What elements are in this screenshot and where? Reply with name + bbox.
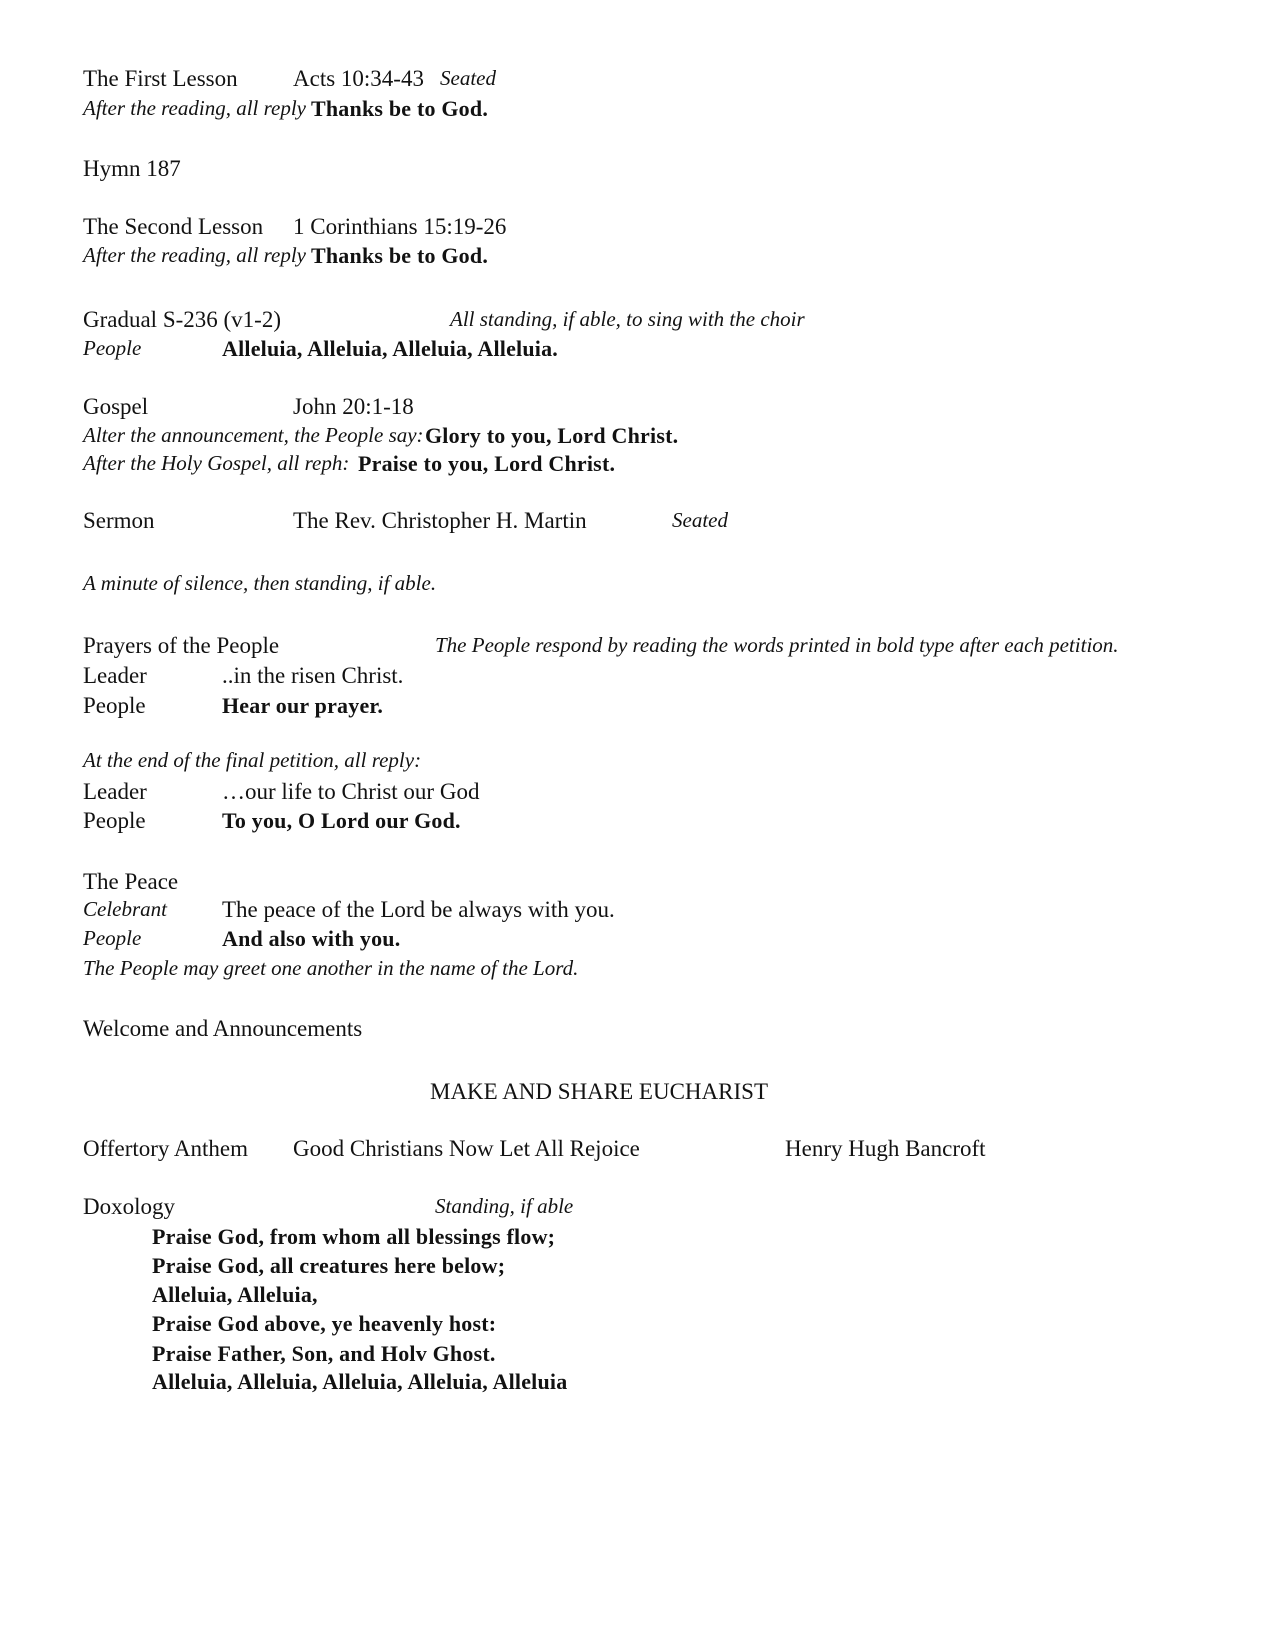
hymn-line-seg-0: Hymn 187 — [83, 156, 181, 181]
prayers-people-response-line-seg-1: Hear our prayer. — [222, 693, 384, 718]
offertory-anthem-line — [0, 1136, 1275, 1166]
peace-people-response-line-seg-0: People — [83, 926, 142, 950]
gradual-line-seg-0: Gradual S-236 (v1-2) — [83, 307, 282, 332]
gospel-conclusion-response-line-seg-0: After the Holy Gospel, all reph: — [83, 451, 350, 475]
petition-people-response-line-seg-0: People — [83, 808, 146, 833]
petition-leader-line-seg-1: …our life to Christ our God — [222, 779, 480, 804]
doxology-line-seg-0: Doxology — [83, 1194, 175, 1219]
doxology-line — [0, 1194, 1275, 1224]
first-lesson-line-seg-1: Acts 10:34-43 — [293, 66, 424, 91]
doxology-verse-line-5-seg-0: Praise Father, Son, and Holv Ghost. — [152, 1341, 496, 1366]
offertory-anthem-line-seg-0: Offertory Anthem — [83, 1136, 249, 1161]
gospel-announcement-response-line-seg-0: Alter the announcement, the People say: — [83, 423, 424, 447]
doxology-verse-line-2 — [0, 1253, 1275, 1283]
second-lesson-line — [0, 214, 1275, 244]
gradual-response-line-seg-0: People — [83, 336, 142, 360]
final-petition-rubric-line — [0, 748, 1275, 778]
offertory-anthem-line-seg-2: Henry Hugh Bancroft — [785, 1136, 986, 1161]
prayers-of-people-line-seg-1: The People respond by reading the words printed in bold type after each petition. — [435, 633, 1119, 657]
peace-celebrant-line — [0, 897, 1275, 927]
the-peace-line — [0, 869, 1275, 899]
petition-people-response-line-seg-1: To you, O Lord our God. — [222, 808, 461, 833]
welcome-announcements-line-seg-0: Welcome and Announcements — [83, 1016, 363, 1041]
sermon-line-seg-0: Sermon — [83, 508, 155, 533]
doxology-verse-line-1 — [0, 1224, 1275, 1254]
peace-people-response-line-seg-1: And also with you. — [222, 926, 401, 951]
prayers-leader-line-seg-1: ..in the risen Christ. — [222, 663, 404, 688]
doxology-verse-line-3 — [0, 1282, 1275, 1312]
silence-rubric-line — [0, 571, 1275, 601]
doxology-verse-line-3-seg-0: Alleluia, Alleluia, — [152, 1282, 318, 1307]
petition-people-response-line — [0, 808, 1275, 838]
doxology-line-seg-1: Standing, if able — [435, 1194, 574, 1218]
petition-leader-line-seg-0: Leader — [83, 779, 147, 804]
gospel-conclusion-response-line — [0, 451, 1275, 481]
gospel-conclusion-response-line-seg-1: Praise to you, Lord Christ. — [358, 451, 616, 476]
second-lesson-line-seg-1: 1 Corinthians 15:19-26 — [293, 214, 507, 239]
peace-people-response-line — [0, 926, 1275, 956]
sermon-line-seg-1: The Rev. Christopher H. Martin — [293, 508, 587, 533]
second-lesson-line-seg-0: The Second Lesson — [83, 214, 264, 239]
gospel-announcement-response-line-seg-1: Glory to you, Lord Christ. — [425, 423, 679, 448]
gradual-response-line-seg-1: Alleluia, Alleluia, Alleluia, Alleluia. — [222, 336, 559, 361]
first-lesson-response-line — [0, 96, 1275, 126]
first-lesson-response-line-seg-0: After the reading, all reply — [83, 96, 306, 120]
prayers-leader-line-seg-0: Leader — [83, 663, 147, 688]
eucharist-heading-line-seg-0: MAKE AND SHARE EUCHARIST — [430, 1079, 768, 1104]
gospel-line-seg-1: John 20:1-18 — [293, 394, 414, 419]
welcome-announcements-line — [0, 1016, 1275, 1046]
doxology-verse-line-1-seg-0: Praise God, from whom all blessings flow; — [152, 1224, 556, 1249]
prayers-of-people-line-seg-0: Prayers of the People — [83, 633, 280, 658]
offertory-anthem-line-seg-1: Good Christians Now Let All Rejoice — [293, 1136, 640, 1161]
second-lesson-response-line-seg-0: After the reading, all reply — [83, 243, 306, 267]
gradual-response-line — [0, 336, 1275, 366]
doxology-verse-line-2-seg-0: Praise God, all creatures here below; — [152, 1253, 506, 1278]
gradual-line — [0, 307, 1275, 337]
petition-leader-line — [0, 779, 1275, 809]
gospel-line-seg-0: Gospel — [83, 394, 149, 419]
peace-rubric-line — [0, 956, 1275, 986]
hymn-line — [0, 156, 1275, 186]
peace-rubric-line-seg-0: The People may greet one another in the name of the Lord. — [83, 956, 579, 980]
second-lesson-response-line-seg-1: Thanks be to God. — [311, 243, 489, 268]
prayers-of-people-line — [0, 633, 1275, 663]
peace-celebrant-line-seg-0: Celebrant — [83, 897, 167, 921]
the-peace-line-seg-0: The Peace — [83, 869, 179, 894]
gradual-line-seg-1: All standing, if able, to sing with the choir — [450, 307, 805, 331]
prayers-leader-line — [0, 663, 1275, 693]
first-lesson-line-seg-0: The First Lesson — [83, 66, 238, 91]
doxology-verse-line-4-seg-0: Praise God above, ye heavenly host: — [152, 1311, 497, 1336]
gospel-announcement-response-line — [0, 423, 1275, 453]
first-lesson-line — [0, 66, 1275, 96]
doxology-verse-line-5 — [0, 1341, 1275, 1371]
first-lesson-response-line-seg-1: Thanks be to God. — [311, 96, 489, 121]
peace-celebrant-line-seg-1: The peace of the Lord be always with you. — [222, 897, 615, 922]
gospel-line — [0, 394, 1275, 424]
prayers-people-response-line — [0, 693, 1275, 723]
doxology-verse-line-6 — [0, 1369, 1275, 1399]
silence-rubric-line-seg-0: A minute of silence, then standing, if able. — [83, 571, 437, 595]
eucharist-heading-line — [0, 1079, 1275, 1109]
second-lesson-response-line — [0, 243, 1275, 273]
doxology-verse-line-6-seg-0: Alleluia, Alleluia, Alleluia, Alleluia, Alleluia — [152, 1369, 568, 1394]
sermon-line — [0, 508, 1275, 538]
sermon-line-seg-2: Seated — [672, 508, 728, 532]
first-lesson-line-seg-2: Seated — [440, 66, 496, 90]
final-petition-rubric-line-seg-0: At the end of the final petition, all reply: — [83, 748, 422, 772]
doxology-verse-line-4 — [0, 1311, 1275, 1341]
prayers-people-response-line-seg-0: People — [83, 693, 146, 718]
